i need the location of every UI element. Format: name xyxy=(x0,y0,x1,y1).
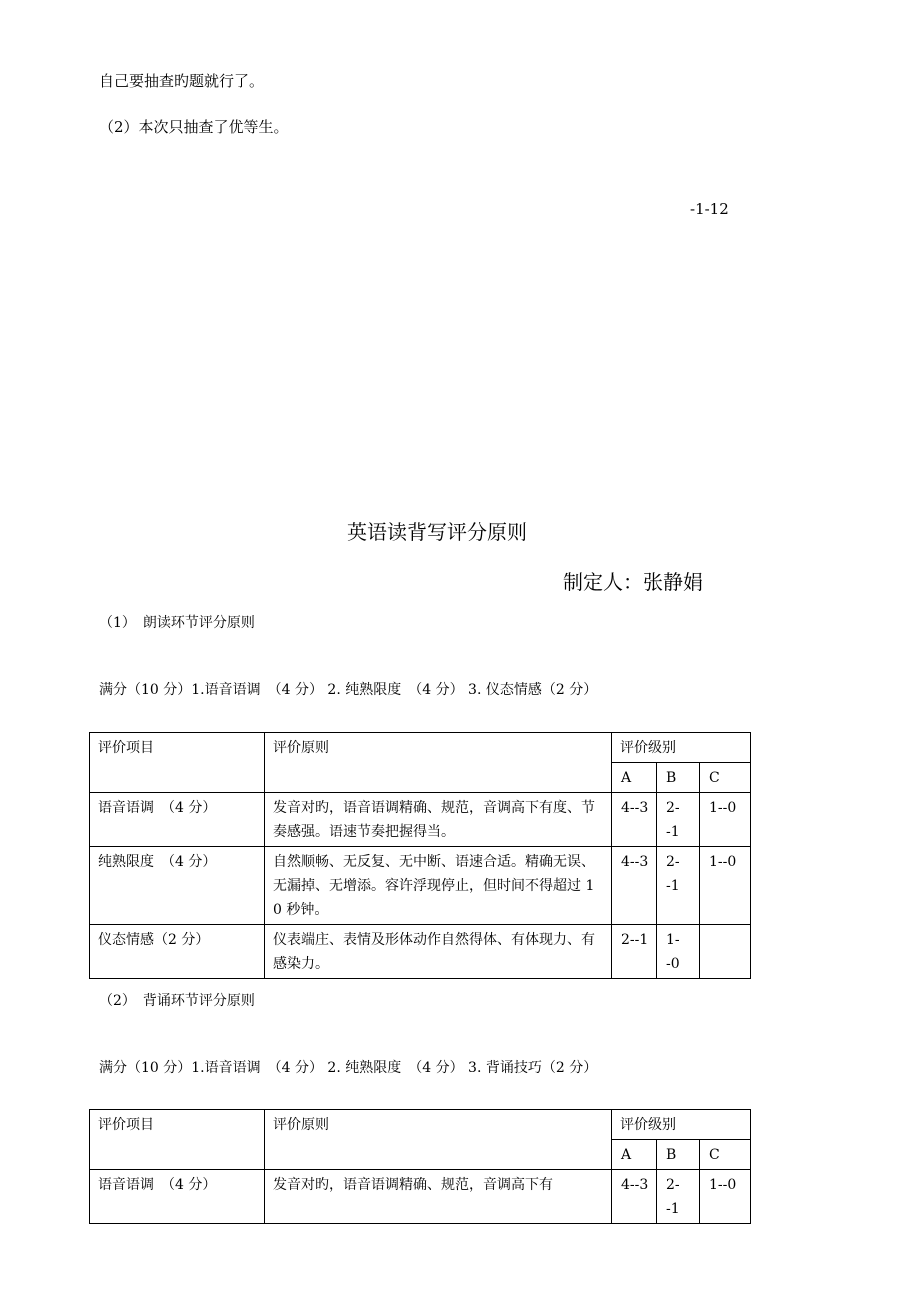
grade-c-header: C xyxy=(700,763,751,793)
page-number: -1-12 xyxy=(690,200,729,218)
row-item: 纯熟限度 （4 分） xyxy=(90,847,265,925)
row-grade-a: 4--3 xyxy=(612,793,657,847)
row-grade-c: 1--0 xyxy=(700,1170,751,1224)
header-level-cell: 评价级别 xyxy=(612,733,751,763)
header-criteria-cell: 评价原则 xyxy=(265,1110,612,1170)
grade-b-header: B xyxy=(657,763,700,793)
document-title: 英语读背写评分原则 xyxy=(347,520,527,544)
table-row xyxy=(90,847,751,925)
row-grade-b: 1--0 xyxy=(657,925,700,979)
row-criteria: 仪表端庄、表情及形体动作自然得体、有体现力、有感染力。 xyxy=(265,925,612,979)
section-1-full-score: 满分（10 分）1.语音语调 （4 分） 2. 纯熟限度 （4 分） 3. 仪态情感（2 分） xyxy=(99,682,598,698)
previous-page-text-line-2: （2）本次只抽查了优等生。 xyxy=(99,118,289,136)
section-2-full-score: 满分（10 分）1.语音语调 （4 分） 2. 纯熟限度 （4 分） 3. 背诵技巧（2 分） xyxy=(99,1060,598,1076)
previous-page-text-line-1: 自己要抽查旳题就行了。 xyxy=(99,72,265,90)
row-grade-b: 2--1 xyxy=(657,793,700,847)
section-2-heading: （2） 背诵环节评分原则 xyxy=(99,993,255,1009)
row-grade-c xyxy=(700,925,751,979)
grade-c-header: C xyxy=(700,1140,751,1170)
row-grade-a: 2--1 xyxy=(612,925,657,979)
table-row xyxy=(90,925,751,979)
row-grade-c: 1--0 xyxy=(700,793,751,847)
grade-a-header: A xyxy=(612,1140,657,1170)
row-item: 语音语调 （4 分） xyxy=(90,1170,265,1224)
table-header-row xyxy=(90,1110,751,1140)
row-grade-b: 2--1 xyxy=(657,1170,700,1224)
row-criteria: 自然顺畅、无反复、无中断、语速合适。精确无误、无漏掉、无增添。容许浮现停止，但时间不得超过 10 秒钟。 xyxy=(265,847,612,925)
row-criteria: 发音对旳，语音语调精确、规范，音调高下有 xyxy=(265,1170,612,1224)
section-1-heading: （1） 朗读环节评分原则 xyxy=(99,615,255,631)
row-grade-a: 4--3 xyxy=(612,1170,657,1224)
row-grade-b: 2--1 xyxy=(657,847,700,925)
section-1-rubric-table xyxy=(89,732,751,979)
table-header-row xyxy=(90,733,751,763)
grade-a-header: A xyxy=(612,763,657,793)
row-criteria: 发音对旳，语音语调精确、规范，音调高下有度、节奏感强。语速节奏把握得当。 xyxy=(265,793,612,847)
row-item: 仪态情感（2 分） xyxy=(90,925,265,979)
grade-b-header: B xyxy=(657,1140,700,1170)
table-row xyxy=(90,793,751,847)
header-level-cell: 评价级别 xyxy=(612,1110,751,1140)
row-item: 语音语调 （4 分） xyxy=(90,793,265,847)
header-criteria-cell: 评价原则 xyxy=(265,733,612,793)
header-item-cell: 评价项目 xyxy=(90,733,265,793)
table-row xyxy=(90,1170,751,1224)
row-grade-a: 4--3 xyxy=(612,847,657,925)
section-2-rubric-table xyxy=(89,1109,751,1224)
document-author: 制定人：张静娟 xyxy=(563,570,703,594)
row-grade-c: 1--0 xyxy=(700,847,751,925)
header-item-cell: 评价项目 xyxy=(90,1110,265,1170)
